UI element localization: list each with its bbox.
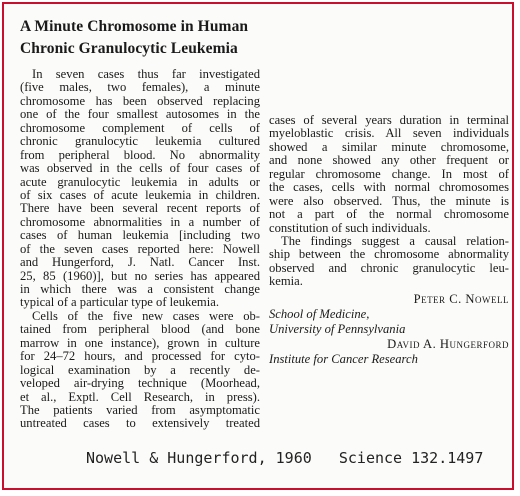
text-line: (five males, two females), a minute — [20, 81, 260, 95]
right-column-text — [269, 114, 509, 289]
article-title — [20, 16, 248, 60]
text-line: observed and chronic granulocytic leu- — [269, 261, 509, 275]
text-line: kemia. — [269, 275, 303, 289]
text-line: the cases, cells with normal chromosomes — [269, 181, 509, 195]
text-line: for 24–72 hours, and processed for cyto- — [20, 350, 260, 364]
text-line: et al., Exptl. Cell Research, in press). — [20, 390, 260, 404]
text-line: Cells of the five new cases were ob- — [32, 309, 260, 323]
text-line: untreated cases to extensively treated — [20, 417, 260, 431]
article-frame — [2, 2, 514, 490]
affiliation-2: Institute for Cancer Research — [269, 351, 418, 366]
text-line: ship between the chromosome abnormality — [269, 248, 509, 262]
text-line: cases of several years duration in terminal — [269, 114, 509, 127]
text-line: not a part of the normal chromosome — [269, 208, 509, 222]
text-line: one of the four smallest autosomes in the — [20, 108, 260, 122]
text-line: of the seven cases reported here: Nowell — [20, 242, 260, 256]
text-line: was observed in the cells of four cases of — [20, 162, 260, 176]
text-line: and Hungerford, J. Natl. Cancer Inst. — [20, 256, 260, 270]
text-line: chromosome complement of cells of — [20, 121, 260, 135]
author-1: Peter C. Nowell — [413, 291, 509, 306]
text-line: myeloblastic crisis. All seven individuals — [269, 127, 509, 141]
text-line: and none showed any other frequent or — [269, 154, 509, 168]
text-line: 25, 85 (1960)], but no series has appeared — [20, 269, 260, 283]
text-line: in which there was a consistent change — [20, 283, 260, 296]
text-line: were also observed. Thus, the minute is — [269, 194, 509, 208]
affiliation-1-line-2: University of Pennsylvania — [269, 321, 406, 336]
text-line: constitution of such individuals. — [269, 221, 431, 235]
text-line: from peripheral blood. No abnormality — [20, 148, 260, 162]
text-line: In seven cases thus far investigated — [32, 68, 260, 81]
text-line: showed a similar minute chromosome, — [269, 140, 509, 154]
text-line: acute granulocytic leukemia in adults or — [20, 175, 260, 189]
text-line: logical examination by a recently de- — [20, 363, 260, 377]
right-column — [269, 114, 509, 367]
signature-block — [269, 292, 509, 367]
text-line: tained from peripheral blood (and bone — [20, 323, 260, 337]
text-line: chronic granulocytic leukemia cultured — [20, 135, 260, 149]
text-line: chromosome has been observed replacing — [20, 94, 260, 108]
text-line: regular chromosome change. In most of — [269, 167, 509, 181]
text-line: The patients varied from asymptomatic — [20, 403, 260, 417]
text-line: cases of human leukemia [including two — [20, 229, 260, 243]
title-line-1: A Minute Chromosome in Human — [20, 18, 249, 35]
citation-caption: Nowell & Hungerford, 1960 Science 132.1497 — [86, 449, 484, 467]
title-line-2: Chronic Granulocytic Leukemia — [20, 40, 238, 57]
text-line: chromosome abnormalities in a number of — [20, 215, 260, 229]
text-line: marrow in one instance), grown in culture — [20, 336, 260, 350]
text-line: of six cases of acute leukemia in children. — [20, 188, 260, 202]
left-column — [20, 68, 260, 431]
text-line: The findings suggest a causal relation- — [281, 234, 509, 248]
text-line: veloped air-drying technique (Moorhead, — [20, 377, 260, 391]
affiliation-1-line-1: School of Medicine, — [269, 306, 370, 321]
text-line: typical of a particular type of leukemia. — [20, 296, 219, 310]
author-2: David A. Hungerford — [387, 336, 509, 351]
text-line: There have been several recent reports of — [20, 202, 260, 216]
